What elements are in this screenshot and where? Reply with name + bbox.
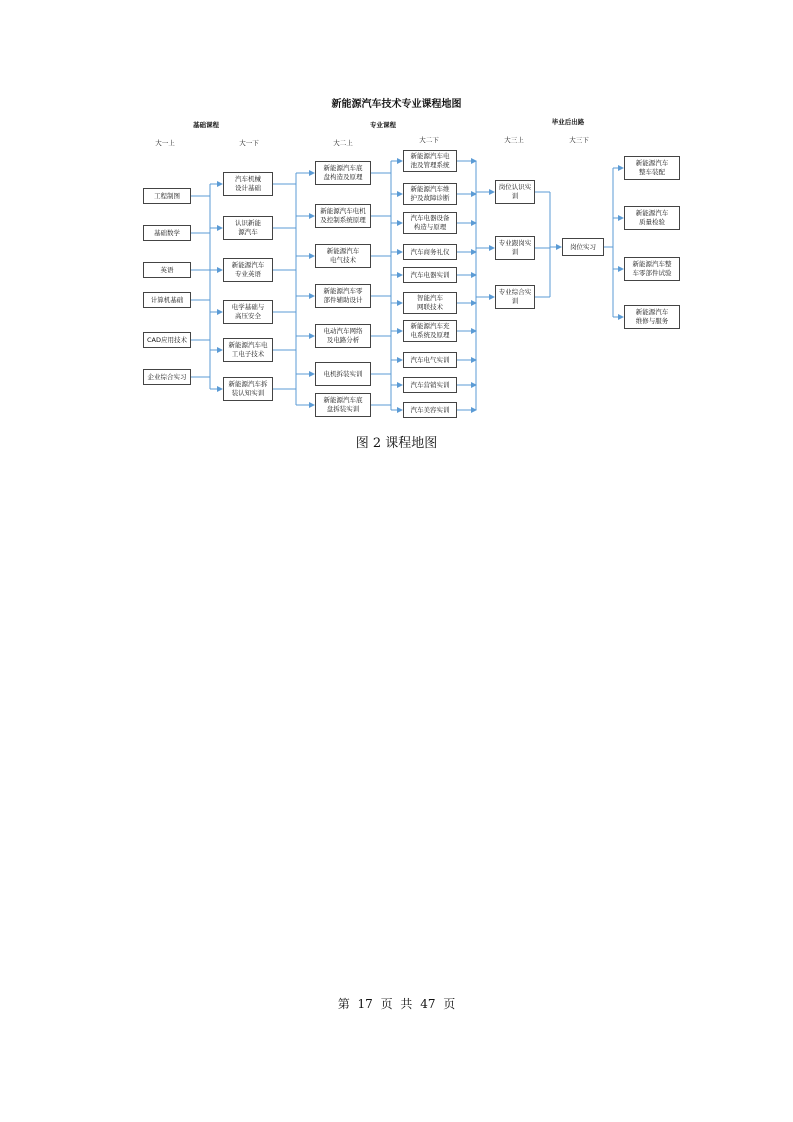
category-career: 毕业后出路 (551, 118, 585, 126)
col2-course-box (223, 377, 273, 401)
course-label: 新能源汽车 维修与服务 (635, 308, 669, 325)
course-label: 新能源汽车底 盘拆装实训 (323, 396, 363, 413)
course-label: 汽车电气实训 (410, 355, 450, 364)
course-label: 汽车美容实训 (410, 405, 450, 414)
course-label: 汽车电器设备 构造与原理 (410, 214, 450, 231)
course-label: 认识新能 源汽车 (235, 219, 261, 236)
course-label: 新能源汽车电 池及管理系统 (410, 152, 450, 169)
course-label: 岗位认识实训 (498, 183, 532, 200)
col2-course-box (223, 172, 273, 196)
term-y2b: 大二下 (419, 136, 439, 144)
col6-course-box (562, 238, 604, 256)
col3-course-box (315, 393, 371, 417)
course-label: 计算机基础 (150, 295, 184, 304)
category-professional: 专业课程 (370, 121, 396, 129)
col1-course-box (143, 262, 191, 278)
course-label: 新能源汽车整 车零部件试验 (632, 260, 672, 277)
col3-course-box (315, 362, 371, 386)
course-label: 电机拆装实训 (323, 369, 363, 378)
figure-caption: 图 2 课程地图 (355, 436, 438, 451)
course-label: 新能源汽车 整车装配 (635, 159, 669, 176)
course-label: 新能源汽车充 电系统及原理 (410, 322, 450, 339)
course-label: 基础数学 (154, 228, 180, 237)
col4-course-box (403, 212, 457, 234)
course-label: 新能源汽车电 工电子技术 (228, 341, 268, 358)
course-label: 汽车营销实训 (410, 380, 450, 389)
col3-course-box (315, 244, 371, 268)
col4-course-box (403, 244, 457, 260)
course-label: 新能源汽车底 盘构造及原理 (323, 164, 363, 181)
course-label: 新能源汽车 专业英语 (231, 261, 265, 278)
course-label: 英语 (160, 265, 174, 274)
col1-course-box (143, 188, 191, 204)
course-label: 岗位实习 (570, 242, 596, 251)
course-label: 工程制图 (154, 191, 180, 200)
col4-course-box (403, 183, 457, 205)
col1-course-box (143, 225, 191, 241)
col2-course-box (223, 338, 273, 362)
col2-course-box (223, 300, 273, 324)
col4-course-box (403, 402, 457, 418)
course-label: 新能源汽车 质量检验 (635, 209, 669, 226)
course-label: 企业综合实习 (147, 372, 187, 381)
course-label: 新能源汽车电机 及控制系统原理 (320, 207, 366, 224)
col5-course-box (495, 285, 535, 309)
term-y2a: 大二上 (333, 139, 353, 147)
category-basic: 基础课程 (193, 121, 219, 129)
col7-course-box (624, 257, 680, 281)
term-y1b: 大一下 (239, 139, 259, 147)
col1-course-box (143, 369, 191, 385)
course-label: 电动汽车网络 及电路分析 (323, 327, 363, 344)
course-label: 专业综合实训 (498, 288, 532, 305)
col7-course-box (624, 206, 680, 230)
col4-course-box (403, 320, 457, 342)
page-footer: 第 17 页 共 47 页 (337, 997, 456, 1011)
course-label: 电学基础与 高压安全 (231, 303, 265, 320)
course-label: 汽车机械 设计基础 (235, 175, 261, 192)
term-y1a: 大一上 (155, 139, 175, 147)
col4-course-box (403, 292, 457, 314)
col4-course-box (403, 377, 457, 393)
col5-course-box (495, 180, 535, 204)
course-label: 智能汽车 网联技术 (417, 294, 443, 311)
col3-course-box (315, 324, 371, 348)
col1-course-box (143, 292, 191, 308)
col1-course-box (143, 332, 191, 348)
course-label: 新能源汽车维 护及故障诊断 (410, 185, 450, 202)
col4-course-box (403, 352, 457, 368)
col3-course-box (315, 204, 371, 228)
course-label: 专业跟岗实训 (498, 239, 532, 256)
col2-course-box (223, 216, 273, 240)
term-y3b: 大三下 (569, 136, 589, 144)
course-label: 汽车商务礼仪 (410, 247, 450, 256)
course-label: 新能源汽车零 部件辅助设计 (323, 287, 363, 304)
col7-course-box (624, 305, 680, 329)
course-label: CAD应用技术 (147, 335, 187, 344)
col4-course-box (403, 150, 457, 172)
course-label: 汽车电器实训 (410, 270, 450, 279)
course-label: 新能源汽车 电气技术 (326, 247, 360, 264)
col2-course-box (223, 258, 273, 282)
term-y3a: 大三上 (504, 136, 524, 144)
col3-course-box (315, 284, 371, 308)
col5-course-box (495, 236, 535, 260)
col3-course-box (315, 161, 371, 185)
course-label: 新能源汽车拆 装认知实训 (228, 380, 268, 397)
diagram-title: 新能源汽车技术专业课程地图 (331, 99, 462, 110)
col7-course-box (624, 156, 680, 180)
col4-course-box (403, 267, 457, 283)
